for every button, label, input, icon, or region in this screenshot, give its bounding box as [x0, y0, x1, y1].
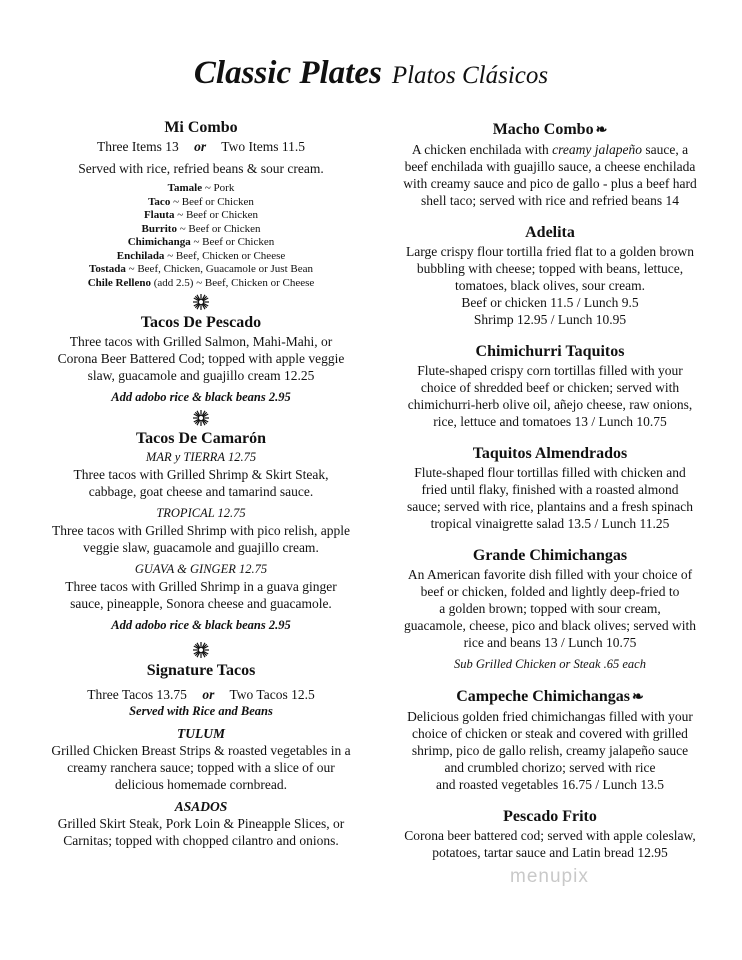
asados-label: ASADOS: [174, 799, 228, 814]
combo-item: Enchilada ~ Beef, Chicken or Cheese: [116, 249, 286, 262]
title-spanish: Platos Clásicos: [391, 62, 549, 89]
tropical-label: TROPICAL 12.75: [156, 506, 246, 520]
combo-item: Burrito ~ Beef or Chicken: [141, 222, 261, 235]
pescado-frito-heading: Pescado Frito: [503, 808, 597, 825]
left-column: [22, 118, 380, 849]
section-campeche-chimichangas: Campeche Chimichangas ❧ Delicious golden fried chimichangas filled with your choice of chicken or steak and covered with grilled shrimp, pico de gallo relish, creamy jalapeño sauce and crumbled chorizo; served with rice and roasted vegetables 16.75 / Lunch 13.5: [380, 687, 720, 793]
floral-leaf-icon: ❧: [595, 123, 608, 138]
combo-item: Flauta ~ Beef or Chicken: [143, 209, 259, 221]
sun-ornament-icon: [22, 410, 380, 426]
watermark: menupix: [510, 866, 589, 887]
chimichurri-heading: Chimichurri Taquitos: [475, 343, 625, 360]
signature-served: Served with Rice and Beans: [129, 704, 273, 718]
signature-options: Three Tacos 13.75 or Two Tacos 12.5: [87, 687, 315, 702]
section-macho-combo: Macho Combo ❧ A chicken enchilada with creamy jalapeño sauce, a beef enchilada with guajillo sauce, a cheese enchilada with creamy sauce and pico de gallo - plus a beef hard shell taco; served with rice and refried beans 14: [380, 120, 720, 209]
combo-item: Chimichanga ~ Beef or Chicken: [127, 236, 275, 248]
section-pescado-frito: Pescado Frito Corona beer battered cod; served with apple coleslaw, potatoes, tartar sauce and Latin bread 12.95: [380, 807, 720, 861]
combo-item: Tamale ~ Pork: [167, 182, 235, 194]
combo-item: Chile Relleno (add 2.5) ~ Beef, Chicken or Cheese: [87, 276, 315, 289]
section-mi-combo: [22, 118, 380, 290]
almendrados-heading: Taquitos Almendrados: [472, 445, 628, 462]
mi-combo-options: Three Items 13 or Two Items 11.5: [97, 139, 305, 154]
tacos-pescado-heading: Tacos De Pescado: [140, 314, 262, 331]
adelita-heading: Adelita: [525, 224, 575, 241]
mar-tierra-label: MAR y TIERRA 12.75: [145, 450, 257, 464]
combo-item: Taco ~ Beef or Chicken: [148, 195, 254, 208]
combo-item: Tostada ~ Beef, Chicken, Guacamole or Just Bean: [89, 263, 313, 275]
floral-leaf-icon: ❧: [632, 690, 644, 705]
mi-combo-heading: Mi Combo: [164, 119, 238, 136]
guava-ginger-label: GUAVA & GINGER 12.75: [134, 562, 268, 576]
section-tacos-pescado: Tacos De Pescado Three tacos with Grilled Salmon, Mahi-Mahi, or Corona Beer Battered Cod; topped with apple veggie slaw, guacamole and guajillo cream 12.25 Add adobo rice & black beans 2.95: [22, 313, 380, 406]
tulum-label: TULUM: [177, 726, 225, 741]
section-tacos-camaron: Tacos De Camarón MAR y TIERRA 12.75 Three tacos with Grilled Shrimp & Skirt Steak, cabbage, goat cheese and tamarind sauce. TROPICAL 12.75 Three tacos with Grilled Shrimp with pico relish, apple veggie slaw, guacamole and guajillo cream. GUAVA & GINGER 12.75 Three tacos with Grilled Shrimp in a guava ginger sauce, pineapple, Sonora cheese and guacamole. Add adobo rice & black beans 2.95: [22, 429, 380, 634]
sun-ornament-icon: [22, 294, 380, 310]
mi-combo-served: Served with rice, refried beans & sour cream.: [78, 161, 324, 176]
grande-heading: Grande Chimichangas: [472, 547, 628, 564]
page-title: [0, 55, 742, 92]
sun-ornament-icon: [22, 642, 380, 658]
campeche-heading: Campeche Chimichangas ❧: [456, 688, 644, 705]
tacos-camaron-heading: Tacos De Camarón: [135, 430, 267, 447]
section-taquitos-almendrados: Taquitos Almendrados Flute-shaped flour tortillas filled with chicken and fried until flaky, finished with a roasted almond sauce; served with rice, plantains and a fresh spinach tropical vinaigrette salad 13.5 / Lunch 11.25: [380, 444, 720, 532]
grande-sub: Sub Grilled Chicken or Steak .65 each: [454, 657, 646, 671]
title-english: Classic Plates: [193, 55, 382, 91]
section-signature-tacos: Signature Tacos Three Tacos 13.75 or Two Tacos 12.5 Served with Rice and Beans TULUM Grilled Chicken Breast Strips & roasted vegetables in a creamy ranchera sauce; topped with a slice of our delicious homemade cornbread. ASADOS Grilled Skirt Steak, Pork Loin & Pineapple Slices, or Carnitas; topped with chopped cilantro and onions.: [22, 661, 380, 849]
camaron-addon: Add adobo rice & black beans 2.95: [111, 618, 291, 632]
right-column: [380, 120, 720, 861]
section-chimichurri-taquitos: Chimichurri Taquitos Flute-shaped crispy corn tortillas filled with your choice of shredded beef or chicken; served with chimichurri-herb olive oil, añejo cheese, raw onions, rice, lettuce and tomatoes 13 / Lunch 10.75: [380, 342, 720, 430]
macho-combo-heading: Macho Combo ❧: [492, 121, 608, 138]
mi-combo-items: [22, 182, 380, 290]
pescado-addon: Add adobo rice & black beans 2.95: [111, 390, 291, 404]
signature-tacos-heading: Signature Tacos: [146, 662, 256, 679]
section-adelita: Adelita Large crispy flour tortilla fried flat to a golden brown bubbling with cheese; topped with beans, lettuce, tomatoes, black olives, sour cream. Beef or chicken 11.5 / Lunch 9.5 Shrimp 12.95 / Lunch 10.95: [380, 223, 720, 328]
section-grande-chimichangas: Grande Chimichangas An American favorite dish filled with your choice of beef or chicken, folded and lightly deep-fried to a golden brown; topped with sour cream, guacamole, cheese, pico and black olives; served with rice and beans 13 / Lunch 10.75 Sub Grilled Chicken or Steak .65 each: [380, 546, 720, 673]
